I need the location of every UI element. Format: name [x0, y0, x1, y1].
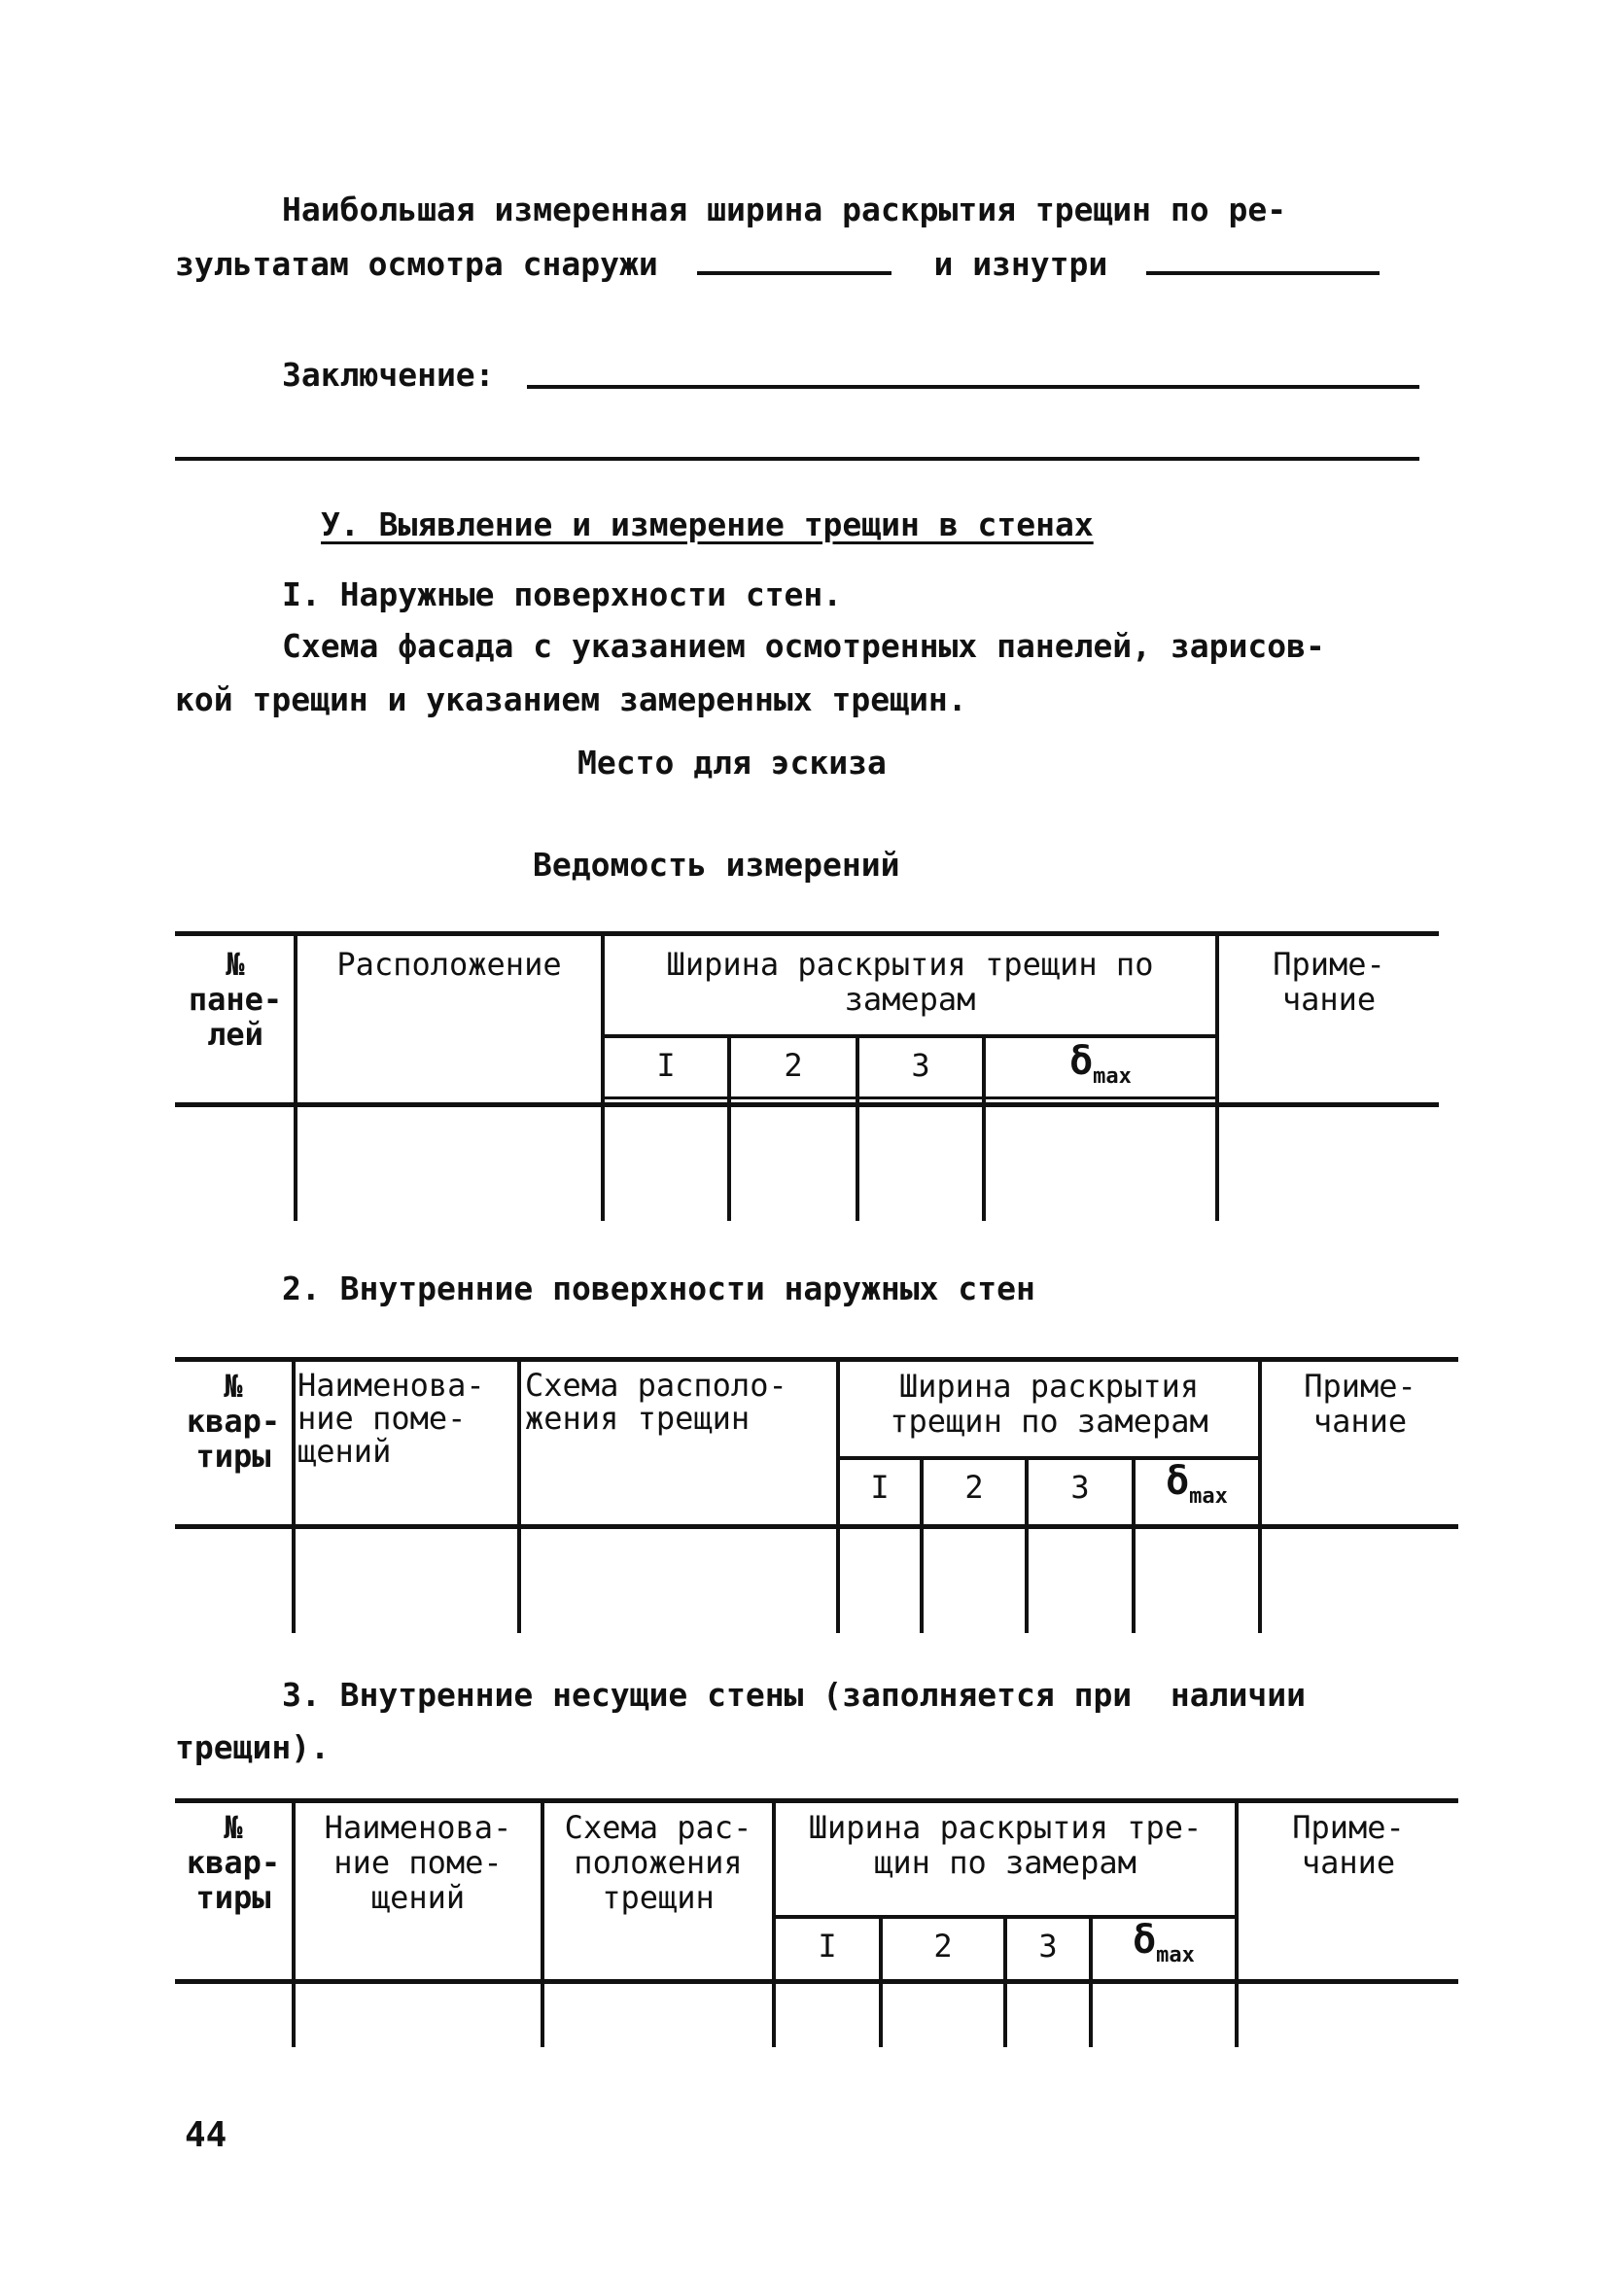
item-3-line-1: 3. Внутренние несущие стены (заполняется при наличии	[282, 1676, 1306, 1714]
t2-sub-2: 2	[964, 1469, 984, 1506]
sketch-placeholder: Место для эскиза	[577, 744, 887, 782]
t2-sub-3: 3	[1070, 1469, 1090, 1506]
t1-col-note	[1219, 947, 1439, 1017]
description-line-2: кой трещин и указанием замеренных трещин.	[175, 680, 967, 718]
t2-delta-symbol: δ	[1166, 1459, 1190, 1504]
t2-col-width-2: трещин по замерам	[890, 1403, 1208, 1440]
t3-sub-2: 2	[933, 1928, 953, 1965]
section-heading: У. Выявление и измерение трещин в стенах	[321, 505, 1094, 543]
t2-col-name-1: Наименова-	[297, 1367, 485, 1404]
t3-col-width-1: Ширина раскрытия тре-	[808, 1809, 1203, 1846]
measurements-title: Ведомость измерений	[533, 846, 900, 884]
t1-subheader-rule	[603, 1034, 1217, 1038]
t3-col-width	[776, 1810, 1235, 1880]
t1-col-no-3: лей	[207, 1016, 263, 1053]
t3-col-no-2: квар-	[186, 1844, 281, 1881]
intro-line-2-text-a: зультатам осмотра снаружи	[175, 245, 658, 283]
t2-col-note	[1262, 1369, 1458, 1439]
t2-delta-sub: max	[1189, 1484, 1228, 1509]
t3-top-rule	[175, 1798, 1458, 1803]
t2-col-width-1: Ширина раскрытия	[898, 1368, 1200, 1405]
t2-col-note-2: чание	[1312, 1403, 1408, 1440]
page-number: 44	[185, 2115, 227, 2155]
t2-col-name-3: щений	[297, 1433, 392, 1470]
t1-col-width-2: замерам	[844, 981, 976, 1018]
t2-sub-delta	[1136, 1459, 1258, 1514]
t1-sub-delta	[986, 1039, 1215, 1095]
t1-delta-sub: max	[1093, 1064, 1132, 1089]
t1-col-no-2: пане-	[188, 981, 283, 1018]
t3-col-scheme-2: положения	[574, 1844, 743, 1881]
t3-delta-symbol: δ	[1133, 1918, 1157, 1963]
t3-col-scheme-3: трещин	[602, 1879, 715, 1916]
t3-col-no-3: тиры	[195, 1879, 271, 1916]
description-line-1: Схема фасада с указанием осмотренных панелей, зарисов-	[282, 627, 1325, 665]
t2-header-rule	[175, 1524, 1458, 1529]
inside-width-blank[interactable]	[1146, 271, 1380, 275]
item-1: I. Наружные поверхности стен.	[282, 575, 843, 613]
t3-col-name	[296, 1810, 541, 1915]
t3-col-no	[175, 1810, 292, 1915]
t3-sub-1: I	[818, 1928, 837, 1965]
intro-line-2	[175, 245, 1380, 283]
t1-sub-1: I	[656, 1047, 676, 1084]
t2-col-name	[297, 1369, 517, 1468]
intro-line-2-text-b: и изнутри	[933, 245, 1108, 283]
t1-col-no-1: №	[226, 946, 245, 983]
t1-col-note-2: чание	[1281, 981, 1377, 1018]
t1-header-rule	[175, 1102, 1439, 1107]
t1-col-width	[605, 947, 1215, 1017]
t3-col-note	[1239, 1810, 1458, 1880]
t3-col-note-2: чание	[1301, 1844, 1396, 1881]
t2-col-no-2: квар-	[186, 1403, 281, 1440]
t3-col-scheme	[544, 1810, 772, 1915]
t1-subheader-bottom	[603, 1096, 1217, 1099]
intro-line-1: Наибольшая измеренная ширина раскрытия трещин по ре-	[282, 191, 1287, 228]
item-2: 2. Внутренние поверхности наружных стен	[282, 1270, 1035, 1307]
t2-col-note-1: Приме-	[1304, 1368, 1416, 1405]
t2-vline-1	[292, 1359, 296, 1633]
t2-col-width	[840, 1369, 1258, 1439]
t2-col-scheme	[525, 1369, 834, 1435]
t3-header-rule	[175, 1979, 1458, 1984]
t2-sub-1: I	[870, 1469, 890, 1506]
t3-col-width-2: щин по замерам	[874, 1844, 1136, 1881]
t3-col-name-2: ние поме-	[333, 1844, 503, 1881]
t3-col-no-1: №	[224, 1809, 243, 1846]
t1-col-no	[179, 947, 292, 1052]
conclusion-label: Заключение:	[282, 356, 495, 394]
t1-sub-3: 3	[911, 1047, 930, 1084]
t1-sub-2: 2	[784, 1047, 803, 1084]
t2-col-no	[175, 1369, 292, 1474]
t1-col-width-1: Ширина раскрытия трещин по	[666, 946, 1154, 983]
t3-sub-3: 3	[1038, 1928, 1058, 1965]
t3-col-name-3: щений	[370, 1879, 466, 1916]
t1-delta-symbol: δ	[1069, 1039, 1094, 1084]
outside-width-blank[interactable]	[697, 271, 891, 275]
t3-delta-sub: max	[1156, 1943, 1195, 1967]
t2-col-no-1: №	[224, 1368, 243, 1405]
t3-col-scheme-1: Схема рас-	[564, 1809, 752, 1846]
t2-col-no-3: тиры	[195, 1438, 271, 1475]
t3-col-note-1: Приме-	[1292, 1809, 1405, 1846]
conclusion-line-2[interactable]	[175, 457, 1419, 461]
t1-col-location: Расположение	[336, 946, 562, 983]
conclusion-line-1[interactable]	[527, 385, 1419, 389]
t3-col-name-1: Наименова-	[324, 1809, 512, 1846]
t1-top-rule	[175, 931, 1439, 936]
t2-col-scheme-2: жения трещин	[525, 1400, 751, 1437]
t1-col-note-1: Приме-	[1273, 946, 1385, 983]
t2-col-name-2: ние поме-	[297, 1400, 467, 1437]
t2-top-rule	[175, 1357, 1458, 1362]
t3-sub-delta	[1093, 1918, 1235, 1973]
t2-vline-2	[517, 1359, 521, 1633]
item-3-line-2: трещин).	[175, 1728, 330, 1766]
t2-col-scheme-1: Схема располо-	[525, 1367, 787, 1404]
